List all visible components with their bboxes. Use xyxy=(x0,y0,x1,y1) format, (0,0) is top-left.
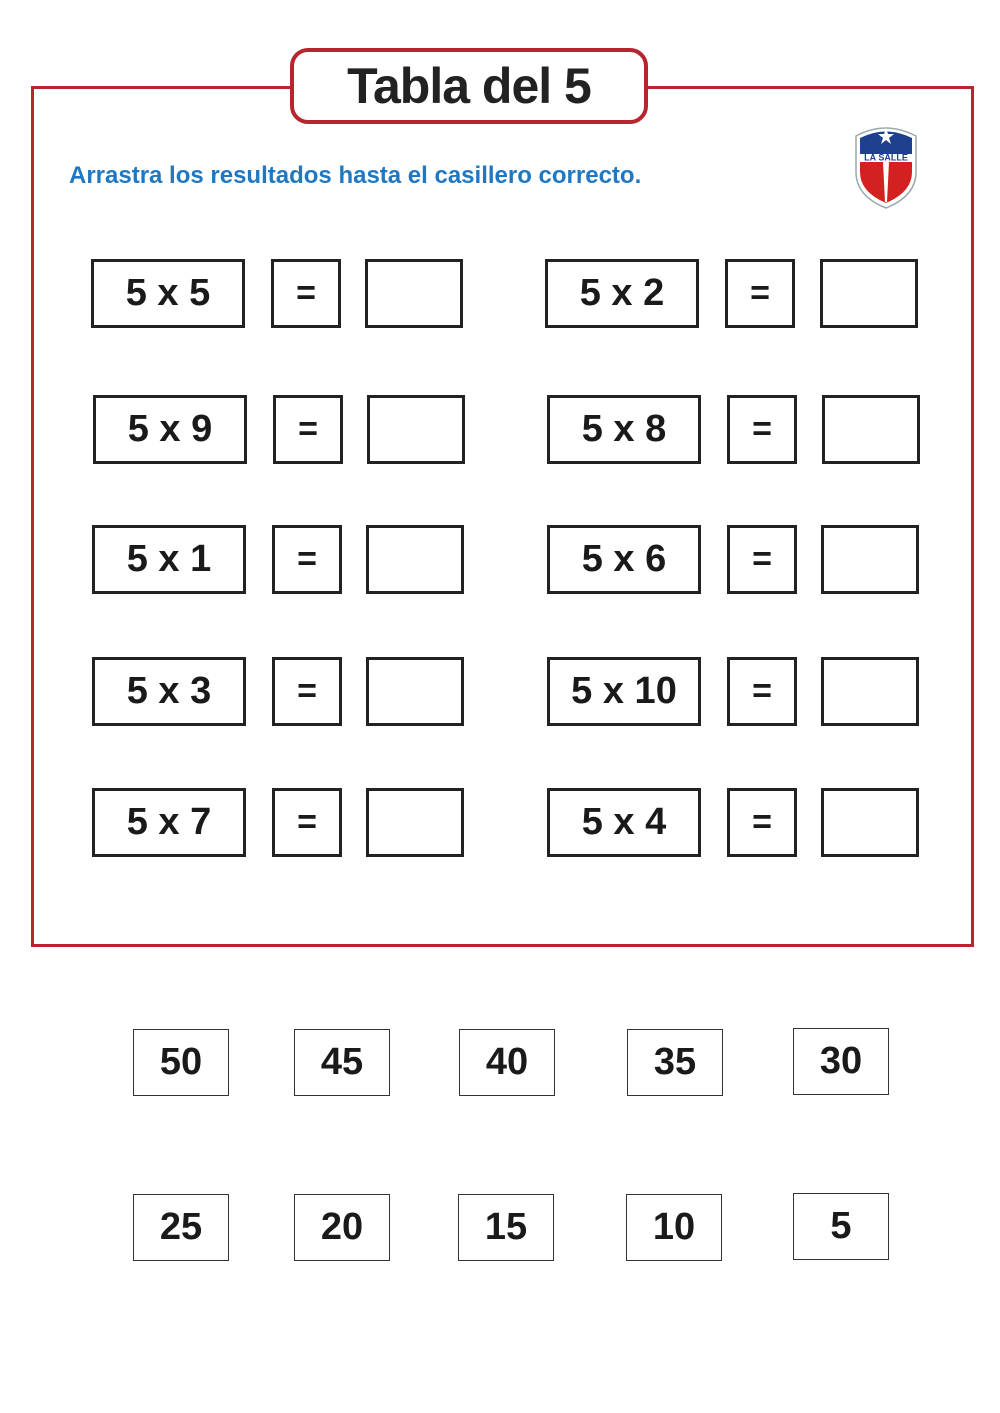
problem-right-4: 5 x 10 xyxy=(547,657,701,726)
answer-drop-slot[interactable] xyxy=(821,525,919,594)
equals-sign: = xyxy=(727,788,797,857)
equals-sign: = xyxy=(727,395,797,464)
instruction-text: Arrastra los resultados hasta el casillero correcto. xyxy=(69,162,642,189)
answer-drop-slot[interactable] xyxy=(366,657,464,726)
la-salle-shield-logo xyxy=(852,122,920,210)
answer-tile[interactable]: 10 xyxy=(626,1194,722,1261)
problem-right-3: 5 x 6 xyxy=(547,525,701,594)
problem-left-2: 5 x 9 xyxy=(93,395,247,464)
answer-tile[interactable]: 25 xyxy=(133,1194,229,1261)
answer-drop-slot[interactable] xyxy=(366,525,464,594)
logo-text: LA SALLE xyxy=(864,152,908,163)
answer-tile[interactable]: 20 xyxy=(294,1194,390,1261)
answer-drop-slot[interactable] xyxy=(365,259,463,328)
page-title: Tabla del 5 xyxy=(290,48,648,124)
equals-sign: = xyxy=(273,395,343,464)
equals-sign: = xyxy=(271,259,341,328)
equals-sign: = xyxy=(727,525,797,594)
answer-tile[interactable]: 5 xyxy=(793,1193,889,1260)
equals-sign: = xyxy=(725,259,795,328)
answer-drop-slot[interactable] xyxy=(366,788,464,857)
equals-sign: = xyxy=(727,657,797,726)
problem-right-5: 5 x 4 xyxy=(547,788,701,857)
problem-left-5: 5 x 7 xyxy=(92,788,246,857)
equals-sign: = xyxy=(272,657,342,726)
answer-tile[interactable]: 15 xyxy=(458,1194,554,1261)
answer-drop-slot[interactable] xyxy=(367,395,465,464)
problem-left-1: 5 x 5 xyxy=(91,259,245,328)
answer-drop-slot[interactable] xyxy=(820,259,918,328)
answer-drop-slot[interactable] xyxy=(821,657,919,726)
answer-tile[interactable]: 35 xyxy=(627,1029,723,1096)
equals-sign: = xyxy=(272,525,342,594)
answer-tile[interactable]: 50 xyxy=(133,1029,229,1096)
problem-right-2: 5 x 8 xyxy=(547,395,701,464)
answer-drop-slot[interactable] xyxy=(821,788,919,857)
answer-drop-slot[interactable] xyxy=(822,395,920,464)
equals-sign: = xyxy=(272,788,342,857)
problem-left-4: 5 x 3 xyxy=(92,657,246,726)
answer-tile[interactable]: 40 xyxy=(459,1029,555,1096)
problem-right-1: 5 x 2 xyxy=(545,259,699,328)
answer-tile[interactable]: 30 xyxy=(793,1028,889,1095)
answer-tile[interactable]: 45 xyxy=(294,1029,390,1096)
problem-left-3: 5 x 1 xyxy=(92,525,246,594)
